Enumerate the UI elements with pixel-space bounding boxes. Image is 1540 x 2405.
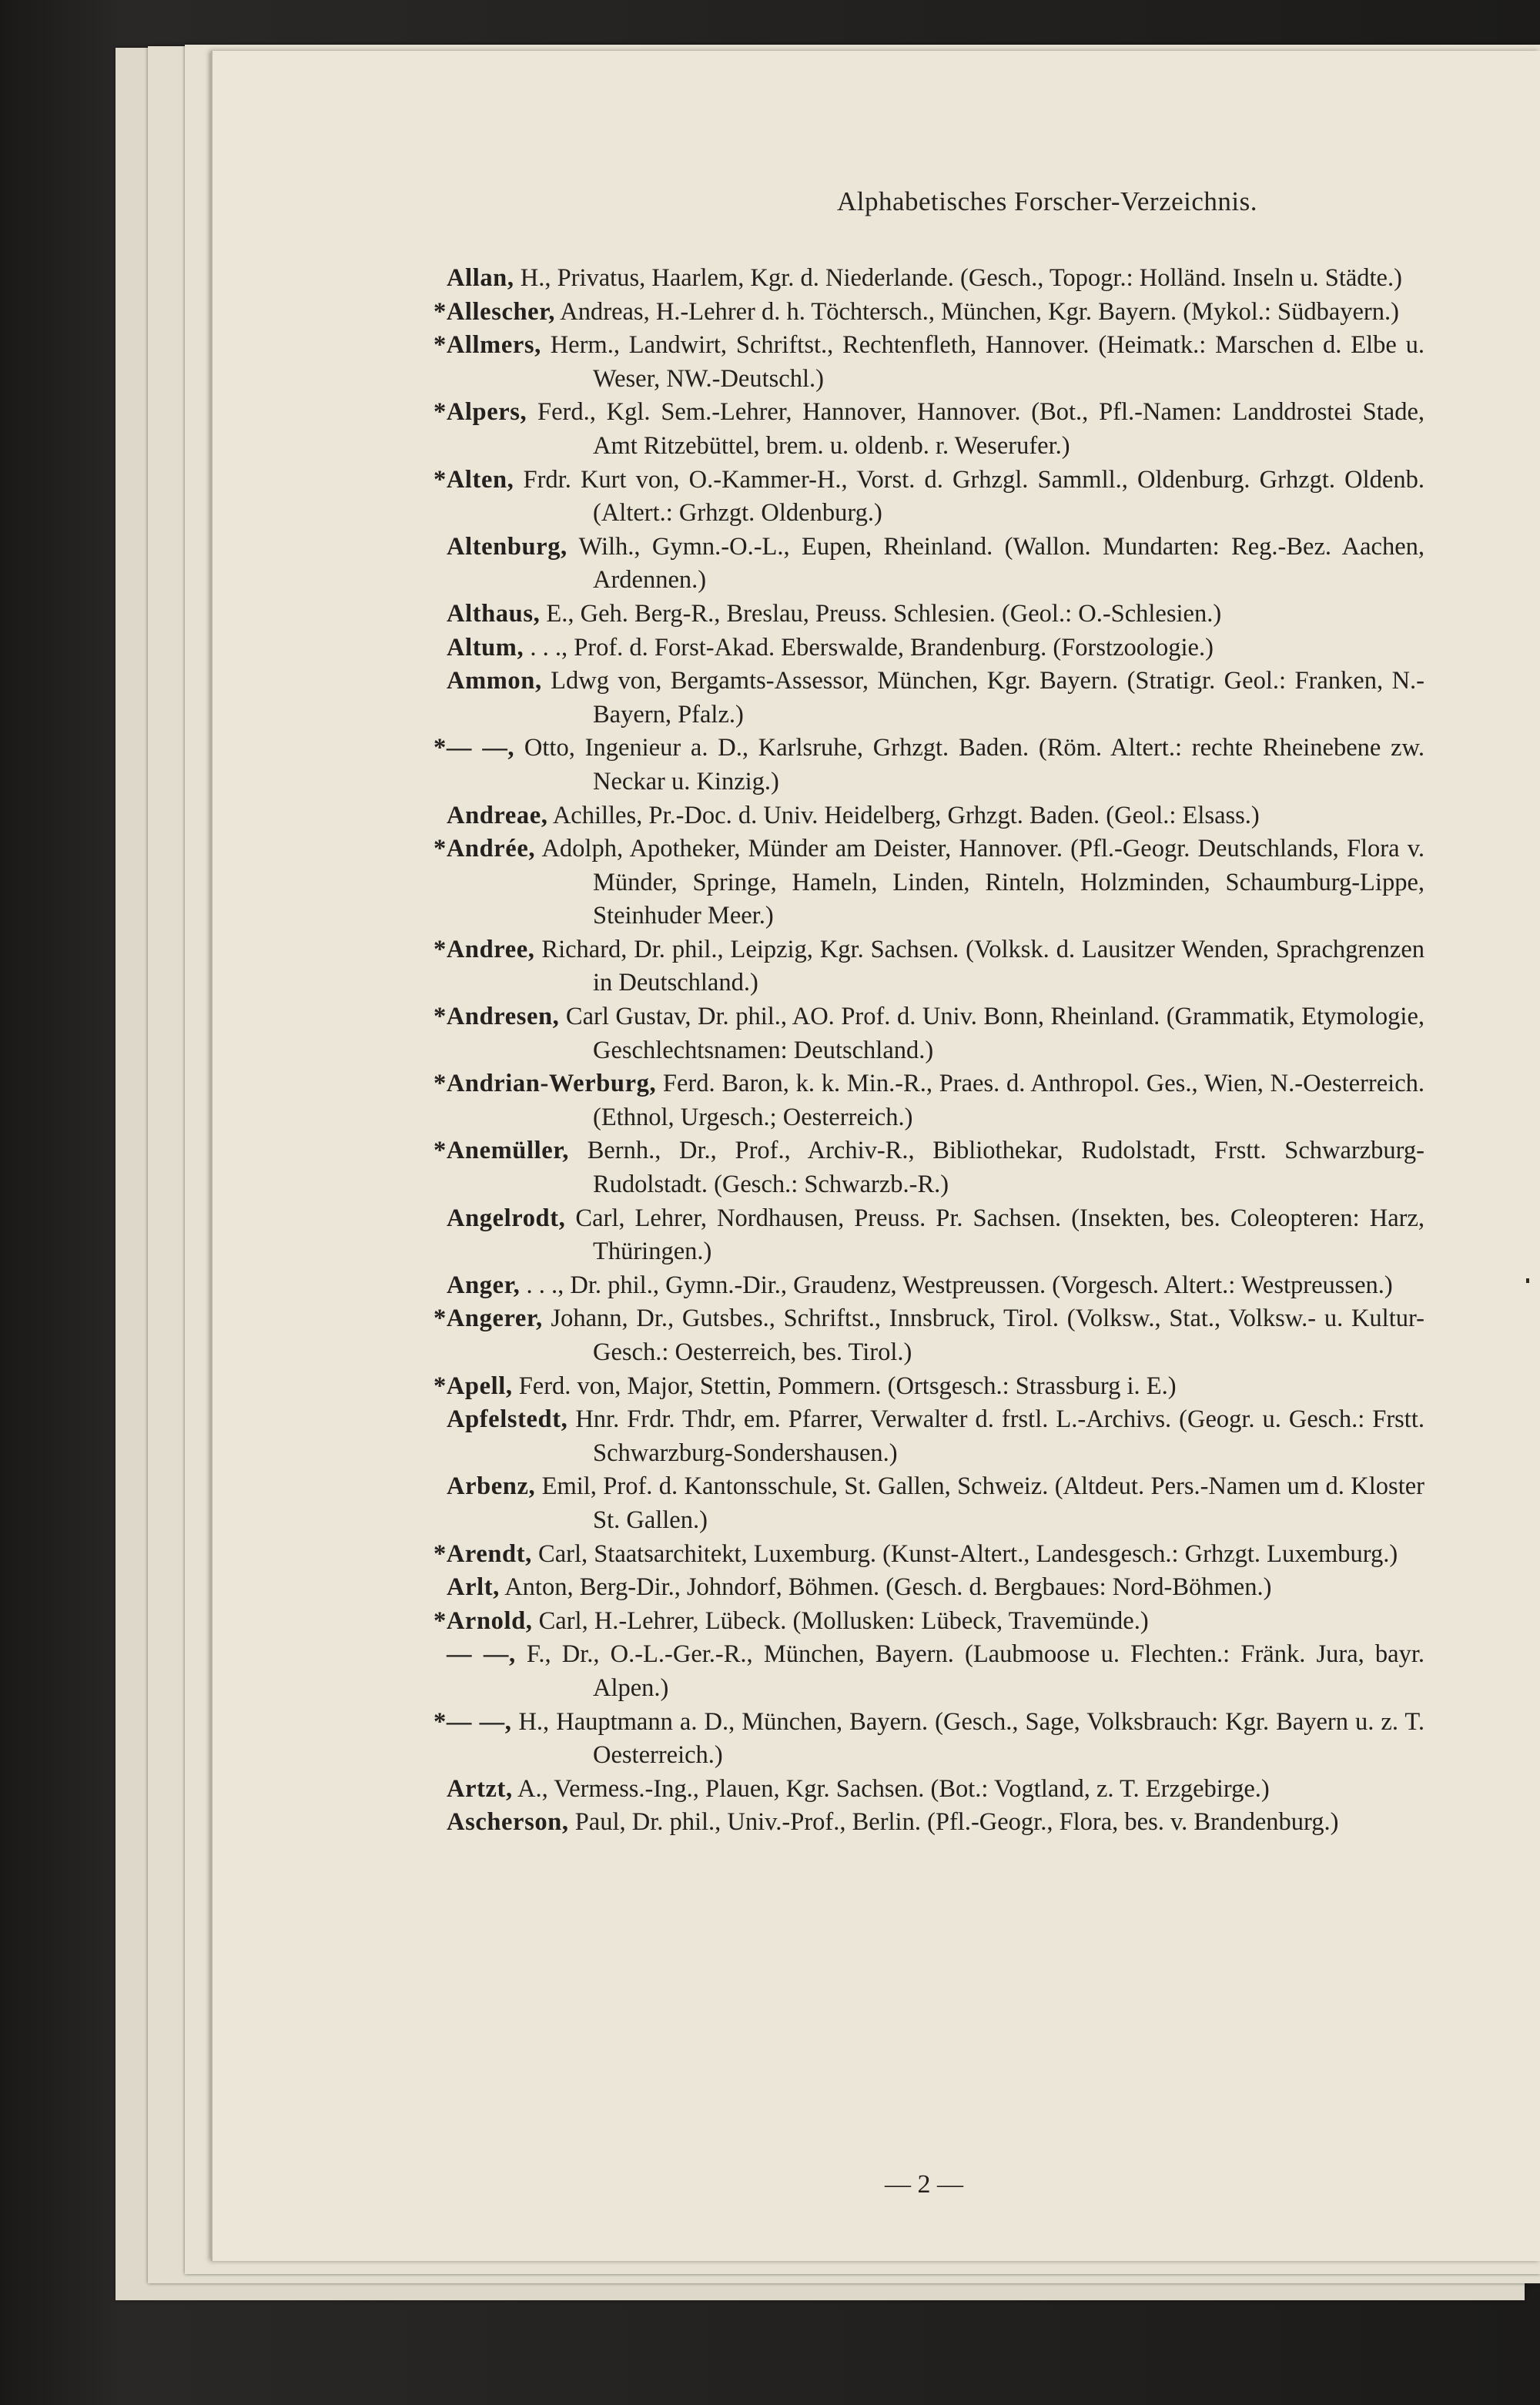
entry-details: F., Dr., O.-L.-Ger.-R., München, Bayern. (Laubmoose u. Flechten.: Fränk. Jura, bayr. Alpen.) [515, 1640, 1424, 1702]
directory-entry [447, 531, 1424, 598]
entry-details: Frdr. Kurt von, O.-Kammer-H., Vorst. d. Grhzgl. Sammll., Oldenburg. Grhzgt. Oldenb. (Altert.: Grhzgt. Oldenburg.) [514, 465, 1424, 528]
entry-details: Carl, Staatsarchitekt, Luxemburg. (Kunst-Altert., Landesgesch.: Grhzgt. Luxemburg.) [531, 1539, 1398, 1568]
directory-entry [447, 1806, 1424, 1840]
entry-details: Bernh., Dr., Prof., Archiv-R., Bibliothekar, Rudolstadt, Frstt. Schwarzburg-Rudolstadt. (Gesch.: Schwarzb.-R.) [569, 1137, 1424, 1199]
entry-details: Richard, Dr. phil., Leipzig, Kgr. Sachsen. (Volksk. d. Lausitzer Wenden, Sprachgrenzen in Deutschland.) [534, 935, 1424, 997]
entry-surname: Altum, [447, 633, 524, 662]
directory-entry [447, 665, 1424, 732]
directory-entry [447, 1202, 1424, 1269]
directory-entry [447, 1269, 1424, 1303]
entry-surname: *Andrian-Werburg, [434, 1070, 657, 1098]
scan-speck [1526, 1278, 1529, 1283]
entry-details: A., Vermess.-Ing., Plauen, Kgr. Sachsen. (Bot.: Vogtland, z. T. Erzgebirge.) [512, 1774, 1270, 1803]
directory-entry [434, 1538, 1424, 1572]
entry-details: Ldwg von, Bergamts-Assessor, München, Kgr. Bayern. (Stratigr. Geol.: Franken, N.-Bayern, Pfalz.) [541, 667, 1424, 729]
entry-surname: *Andrée, [434, 835, 536, 863]
entry-details: Emil, Prof. d. Kantonsschule, St. Gallen, Schweiz. (Altdeut. Pers.-Namen um d. Kloster St. Gallen.) [535, 1472, 1424, 1534]
entry-details: Achilles, Pr.-Doc. d. Univ. Heidelberg, Grhzgt. Baden. (Geol.: Elsass.) [547, 801, 1260, 829]
entry-surname: *Arendt, [434, 1539, 532, 1568]
entry-details: E., Geh. Berg-R., Breslau, Preuss. Schlesien. (Geol.: O.-Schlesien.) [540, 599, 1222, 628]
entry-surname: *Alten, [434, 465, 514, 494]
directory-entry [447, 262, 1424, 296]
directory-entry [434, 396, 1424, 463]
entry-surname: Apfelstedt, [447, 1405, 568, 1434]
entry-surname: *Arnold, [434, 1606, 533, 1635]
entry-details: H., Hauptmann a. D., München, Bayern. (Gesch., Sage, Volksbrauch: Kgr. Bayern u. z. T. Oesterreich.) [511, 1707, 1425, 1770]
directory-entry [434, 832, 1424, 933]
directory-entry [434, 296, 1424, 330]
directory-entry [434, 933, 1424, 1000]
entry-surname: *Andresen, [434, 1003, 560, 1031]
entry-surname: *— —, [434, 1707, 512, 1736]
entry-surname: *— —, [434, 734, 515, 762]
entry-details: . . ., Dr. phil., Gymn.-Dir., Graudenz, Westpreussen. (Vorgesch. Altert.: Westpreussen.) [520, 1271, 1393, 1299]
entry-surname: Andreae, [447, 801, 548, 829]
directory-entry [434, 1370, 1424, 1404]
entry-details: Wilh., Gymn.-O.-L., Eupen, Rheinland. (Wallon. Mundarten: Reg.-Bez. Aachen, Ardennen.) [567, 532, 1424, 595]
directory-entry [434, 329, 1424, 396]
directory-entry [447, 1470, 1424, 1537]
directory-entry [434, 1706, 1425, 1773]
entry-details: Carl Gustav, Dr. phil., AO. Prof. d. Univ. Bonn, Rheinland. (Grammatik, Etymologie, Geschlechtsnamen: Deutschland.) [559, 1003, 1424, 1064]
entry-surname: Angelrodt, [447, 1204, 566, 1232]
entry-details: Anton, Berg-Dir., Johndorf, Böhmen. (Gesch. d. Bergbaues: Nord-Böhmen.) [499, 1573, 1272, 1602]
entry-surname: *Anemüller, [434, 1137, 570, 1165]
directory-entry [434, 732, 1424, 799]
entry-details: . . ., Prof. d. Forst-Akad. Eberswalde, Brandenburg. (Forstzoologie.) [524, 633, 1214, 662]
directory-entry [447, 1571, 1424, 1605]
directory-entry [434, 1134, 1424, 1201]
entry-surname: Ammon, [447, 667, 542, 695]
entry-surname: Arbenz, [447, 1472, 536, 1501]
entry-details: H., Privatus, Haarlem, Kgr. d. Niederlande. (Gesch., Topogr.: Holländ. Inseln u. Städte.) [514, 264, 1402, 292]
entry-surname: Ascherson, [447, 1808, 569, 1837]
entry-surname: — —, [447, 1640, 516, 1669]
entry-surname: *Allescher, [434, 297, 555, 326]
entry-surname: Anger, [447, 1271, 521, 1299]
entry-details: Herm., Landwirt, Schriftst., Rechtenfleth, Hannover. (Heimatk.: Marschen d. Elbe u. Weser, NW.-Deutschl.) [541, 331, 1424, 393]
entry-surname: Arlt, [447, 1573, 500, 1602]
entry-details: Ferd., Kgl. Sem.-Lehrer, Hannover, Hannover. (Bot., Pfl.-Namen: Landdrostei Stade, Amt Ritzebüttel, brem. u. oldenb. r. Weserufer.) [527, 398, 1424, 460]
entry-surname: Althaus, [447, 599, 541, 628]
directory-entry [447, 1403, 1424, 1470]
entry-details: Hnr. Frdr. Thdr, em. Pfarrer, Verwalter d. frstl. L.-Archivs. (Geogr. u. Gesch.: Frstt. Schwarzburg-Sondershausen.) [567, 1405, 1424, 1467]
directory-entry [434, 1302, 1424, 1369]
directory-entry [447, 631, 1424, 665]
entry-surname: Allan, [447, 264, 514, 292]
directory-entry [434, 464, 1424, 531]
entry-surname: Altenburg, [447, 532, 567, 561]
directory-entry [447, 1638, 1424, 1705]
entry-details: Ferd. von, Major, Stettin, Pommern. (Ortsgesch.: Strassburg i. E.) [512, 1372, 1177, 1400]
directory-entry [434, 1605, 1424, 1639]
entry-details: Carl, Lehrer, Nordhausen, Preuss. Pr. Sachsen. (Insekten, bes. Coleopteren: Harz, Thüringen.) [565, 1204, 1424, 1266]
researcher-list [434, 262, 1425, 1840]
entry-details: Andreas, H.-Lehrer d. h. Töchtersch., München, Kgr. Bayern. (Mykol.: Südbayern.) [554, 297, 1399, 326]
entry-details: Carl, H.-Lehrer, Lübeck. (Mollusken: Lübeck, Travemünde.) [532, 1606, 1149, 1635]
entry-surname: *Apell, [434, 1372, 513, 1400]
entry-surname: *Allmers, [434, 331, 541, 360]
directory-entry [447, 799, 1424, 833]
directory-entry [447, 1773, 1424, 1807]
entry-details: Johann, Dr., Gutsbes., Schriftst., Innsbruck, Tirol. (Volksw., Stat., Volksw.- u. Kultur-Gesch.: Oesterreich, bes. Tirol.) [542, 1305, 1424, 1366]
entry-surname: Artzt, [447, 1774, 513, 1803]
entry-details: Paul, Dr. phil., Univ.-Prof., Berlin. (Pfl.-Geogr., Flora, bes. v. Brandenburg.) [568, 1808, 1339, 1837]
entry-details: Ferd. Baron, k. k. Min.-R., Praes. d. Anthropol. Ges., Wien, N.-Oesterreich. (Ethnol, Urgesch.; Oesterreich.) [593, 1070, 1424, 1131]
directory-entry [447, 598, 1424, 631]
entry-details: Adolph, Apotheker, Münder am Deister, Hannover. (Pfl.-Geogr. Deutschlands, Flora v. Münder, Springe, Hameln, Linden, Rinteln, Holzminden, Schaumburg-Lippe, Steinhuder Meer.) [535, 835, 1424, 930]
page-number: — 2 — [885, 2170, 963, 2199]
entry-details: Otto, Ingenieur a. D., Karlsruhe, Grhzgt. Baden. (Röm. Altert.: rechte Rheinebene zw. Neckar u. Kinzig.) [514, 734, 1424, 796]
page-header: Alphabetisches Forscher-Verzeichnis. [836, 186, 1257, 216]
entry-surname: *Alpers, [434, 398, 527, 427]
directory-entry [434, 1000, 1424, 1067]
directory-entry [434, 1067, 1424, 1134]
entry-surname: *Angerer, [434, 1305, 543, 1333]
entry-surname: *Andree, [434, 935, 535, 963]
